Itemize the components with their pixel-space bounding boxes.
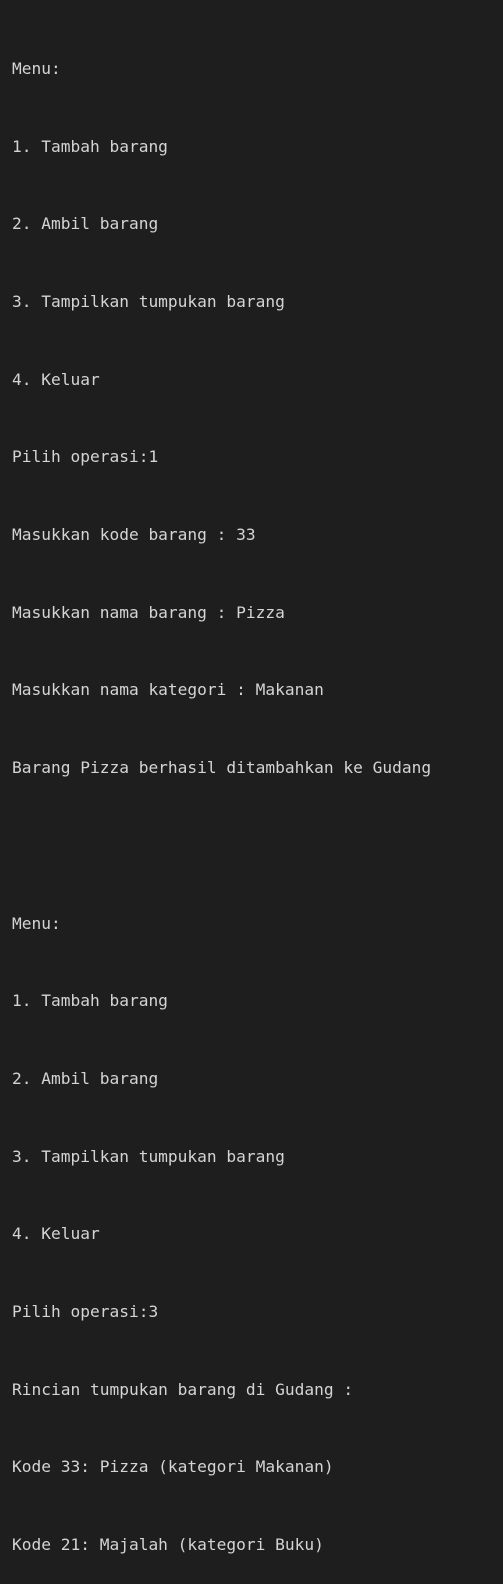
menu-option-tambah: 1. Tambah barang [12, 136, 168, 156]
stack-item: Kode 21: Majalah (kategori Buku) [12, 1535, 324, 1555]
item-name-prompt: Masukkan nama barang : Pizza [12, 602, 285, 622]
stack-item: Kode 33: Pizza (kategori Makanan) [12, 1457, 334, 1477]
menu-option-tambah: 1. Tambah barang [12, 991, 168, 1011]
stack-details-heading: Rincian tumpukan barang di Gudang : [12, 1379, 354, 1399]
menu-option-tampilkan: 3. Tampilkan tumpukan barang [12, 1146, 285, 1166]
menu-heading: Menu: [12, 913, 61, 933]
menu-option-ambil: 2. Ambil barang [12, 1068, 159, 1088]
menu-heading: Menu: [12, 58, 61, 78]
menu-option-keluar: 4. Keluar [12, 369, 100, 389]
success-message: Barang Pizza berhasil ditambahkan ke Gudang [12, 758, 432, 778]
item-code-prompt: Masukkan kode barang : 33 [12, 525, 256, 545]
menu-option-ambil: 2. Ambil barang [12, 214, 159, 234]
menu-option-tampilkan: 3. Tampilkan tumpukan barang [12, 291, 285, 311]
operation-prompt: Pilih operasi:3 [12, 1302, 159, 1322]
menu-option-keluar: 4. Keluar [12, 1224, 100, 1244]
operation-prompt: Pilih operasi:1 [12, 447, 159, 467]
blank-line [12, 833, 503, 859]
category-prompt: Masukkan nama kategori : Makanan [12, 680, 324, 700]
